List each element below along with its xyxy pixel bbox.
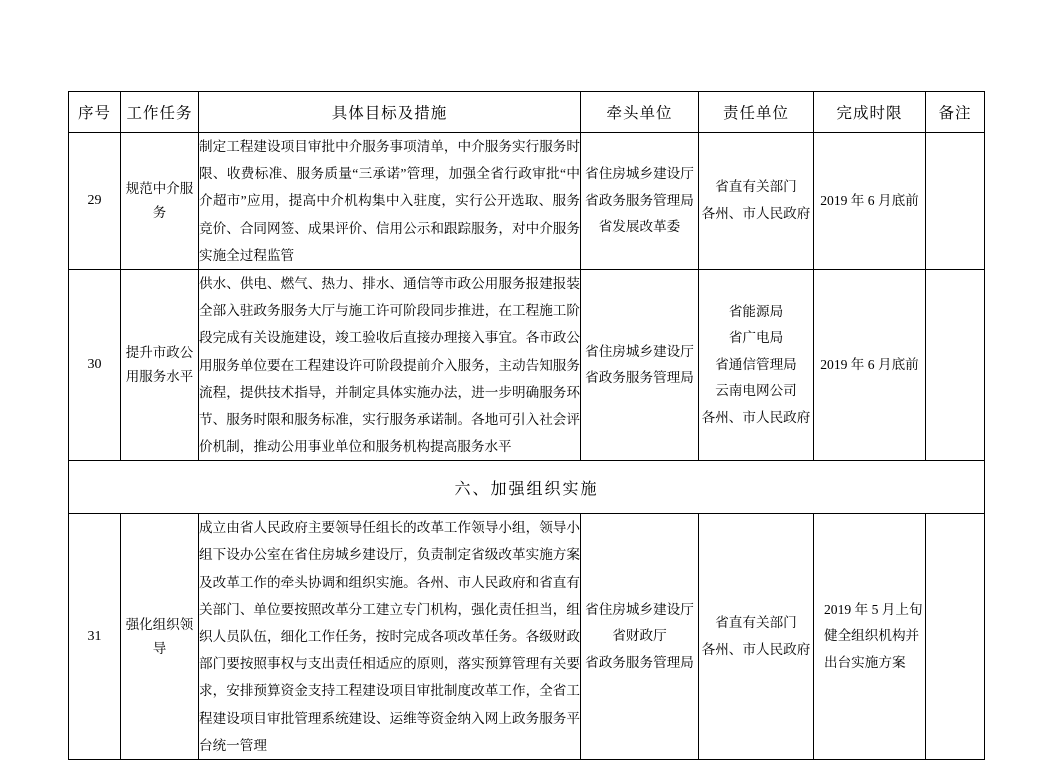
- row-deadline: 2019 年 5 月上旬健全组织机构并出台实施方案: [814, 514, 926, 760]
- column-header-task: 工作任务: [121, 92, 199, 133]
- column-header-lead-unit: 牵头单位: [581, 92, 699, 133]
- row-seq: 31: [69, 514, 121, 760]
- row-remark: [926, 269, 985, 460]
- table-row: [69, 133, 985, 270]
- row-remark: [926, 133, 985, 270]
- section-title: 六、加强组织实施: [69, 461, 985, 514]
- row-task: 提升市政公用服务水平: [121, 269, 199, 460]
- column-header-seq: 序号: [69, 92, 121, 133]
- row-deadline: 2019 年 6 月底前: [814, 269, 926, 460]
- row-seq: 29: [69, 133, 121, 270]
- column-header-detail: 具体目标及措施: [199, 92, 581, 133]
- column-header-remark: 备注: [926, 92, 985, 133]
- row-detail: 制定工程建设项目审批中介服务事项清单，中介服务实行服务时限、收费标准、服务质量“三承诺”管理，加强全省行政审批“中介超市”应用，提高中介机构集中入驻度，实行公开选取、服务竞价、合同网签、成果评价、信用公示和跟踪服务，对中介服务实施全过程监管: [199, 133, 581, 270]
- row-task: 强化组织领导: [121, 514, 199, 760]
- section-heading-row: [69, 461, 985, 514]
- column-header-deadline: 完成时限: [814, 92, 926, 133]
- row-remark: [926, 514, 985, 760]
- row-responsible-unit: 省直有关部门 各州、市人民政府: [699, 133, 814, 270]
- row-task: 规范中介服务: [121, 133, 199, 270]
- row-responsible-unit: 省直有关部门 各州、市人民政府: [699, 514, 814, 760]
- row-responsible-unit: 省能源局 省广电局 省通信管理局 云南电网公司 各州、市人民政府: [699, 269, 814, 460]
- row-lead-unit: 省住房城乡建设厅 省财政厅 省政务服务管理局: [581, 514, 699, 760]
- column-header-responsible-unit: 责任单位: [699, 92, 814, 133]
- row-seq: 30: [69, 269, 121, 460]
- row-deadline: 2019 年 6 月底前: [814, 133, 926, 270]
- row-lead-unit: 省住房城乡建设厅 省政务服务管理局: [581, 269, 699, 460]
- table-row: [69, 269, 985, 460]
- row-detail: 成立由省人民政府主要领导任组长的改革工作领导小组，领导小组下设办公室在省住房城乡建设厅，负责制定省级改革实施方案及改革工作的牵头协调和组织实施。各州、市人民政府和省直有关部门、单位要按照改革分工建立专门机构，强化责任担当，组织人员队伍，细化工作任务，按时完成各项改革任务。各级财政部门要按照事权与支出责任相适应的原则，落实预算管理有关要求，安排预算资金支持工程建设项目审批制度改革工作，全省工程建设项目审批管理系统建设、运维等资金纳入网上政务服务平台统一管理: [199, 514, 581, 760]
- table-row: [69, 514, 985, 760]
- schedule-table-container: [68, 91, 984, 760]
- schedule-table: [68, 91, 985, 760]
- table-header-row: [69, 92, 985, 133]
- row-lead-unit: 省住房城乡建设厅 省政务服务管理局 省发展改革委: [581, 133, 699, 270]
- row-detail: 供水、供电、燃气、热力、排水、通信等市政公用服务报建报装全部入驻政务服务大厅与施工许可阶段同步推进，在工程施工阶段完成有关设施建设，竣工验收后直接办理接入事宜。各市政公用服务单位要在工程建设许可阶段提前介入服务，主动告知服务流程，提供技术指导，并制定具体实施办法，进一步明确服务环节、服务时限和服务标准，实行服务承诺制。各地可引入社会评价机制，推动公用事业单位和服务机构提高服务水平: [199, 269, 581, 460]
